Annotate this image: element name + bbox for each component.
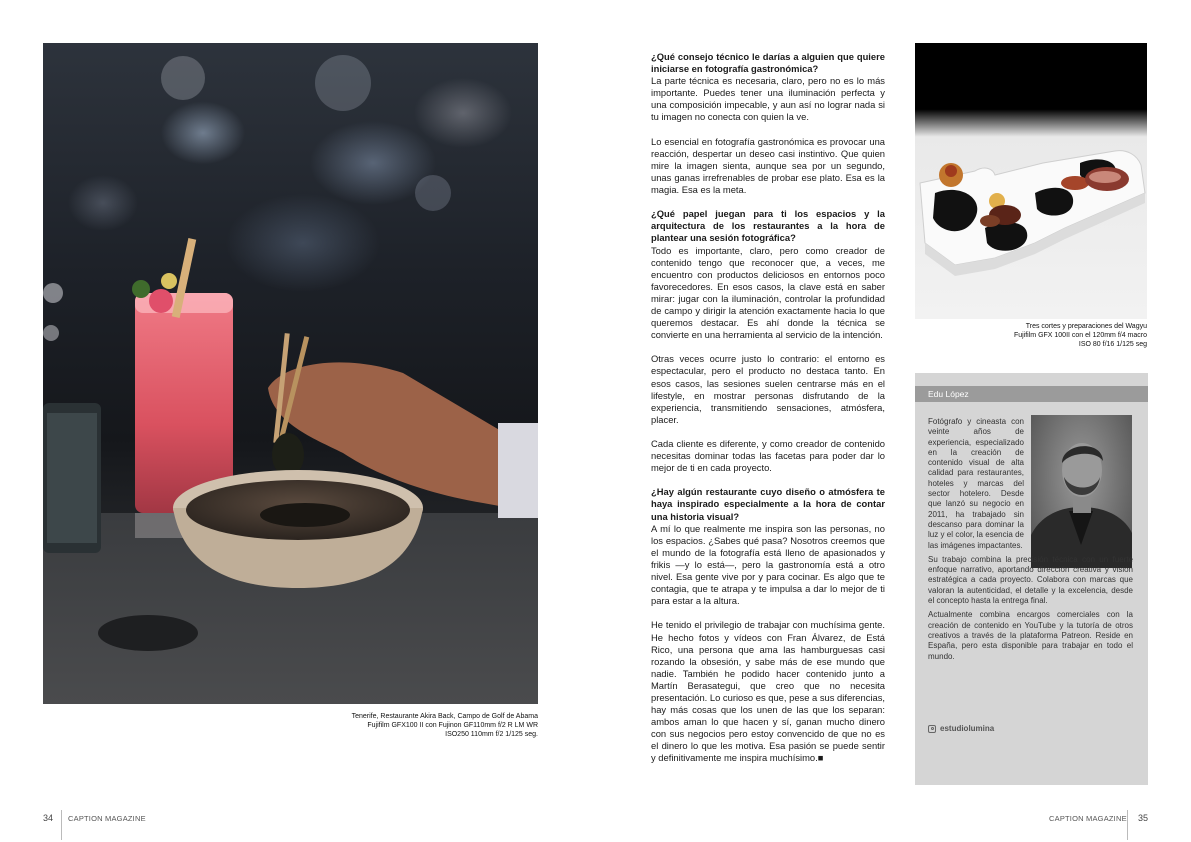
answer-paragraph: Todo es importante, claro, pero como creador de contenido tengo que reconocer que, a veces, me encuentro con productos deliciosos en entornos poco favorecedores. En esos casos, la clave está en saber mirar: jugar con la iluminación, controlar la profundidad de campo y dirigir la atención exactamente hacia lo que queremos destacar. Es ahí donde la técnica se convierte en una herramienta al servicio de la intención.: [651, 244, 885, 341]
main-photo-illustration: [43, 43, 538, 704]
social-link[interactable]: [928, 724, 994, 733]
answer-paragraph: Cada cliente es diferente, y como creador de contenido necesitas dominar todas las facetas para poder dar lo mejor de ti en cada proyecto.: [651, 438, 885, 474]
caption-line: Tenerife, Restaurante Akira Back, Campo de Golf de Abama: [351, 713, 538, 720]
bio-paragraph: Su trabajo combina la precisión técnica con un fuerte enfoque narrativo, aportando dirección creativa y visión estratégica a cada proyecto. Colabora con marcas que valoran la autenticidad, el detalle y la excelencia, desde el concepto hasta la entrega final.: [928, 554, 1133, 606]
answer-paragraph: La parte técnica es necesaria, claro, pero no es lo más importante. Puedes tener una iluminación perfecta y una composición impecable, y aun así no lograr nada si tu imagen no conecta con quien la ve.: [651, 75, 885, 123]
footer-magazine-name-right: CAPTION MAGAZINE: [1049, 814, 1127, 823]
wagyu-photo: [915, 43, 1147, 319]
answer-paragraph: Lo esencial en fotografía gastronómica es provocar una reacción, despertar un deseo casi instintivo. Que quien mire la imagen sienta, aunque sea por un segundo, unas ganas irrefrenables de probar ese plato. Esa es la magia. Esa es la meta.: [651, 135, 885, 196]
answer-paragraph: [651, 619, 885, 764]
answer-paragraph: A mí lo que realmente me inspira son las personas, no los espacios. ¿Sabes qué pasa? Nosotros creemos que el mundo de la fotografía está lleno de apasionados y frikis —y lo está—, pero la gastronomía está a otro nivel. Esa gente vive por y para cocinar. Es algo que te contagia, que te atrapa y te impulsa a dar lo mejor de ti para estar a la altura.: [651, 522, 885, 607]
author-bio-box: [915, 373, 1148, 785]
page-number-left: 34: [43, 813, 54, 823]
instagram-icon: [928, 725, 936, 733]
wagyu-photo-illustration: [915, 43, 1147, 319]
answer-text: He tenido el privilegio de trabajar con muchísima gente. He hecho fotos y vídeos con Fran Álvarez, de Está Rico, una persona que ama las hamburguesas casi rozando la obsesión, y sabe más de ese mundo que nadie. También he podido hacer contenido junto a Martín Berasategui, que creo que no necesita presentación. Lo curioso es que, pese a sus diferencias, hay más cosas que los unen de las que los separan: ambos aman lo que hacen y sí, ganan mucho dinero con sus negocios pero estoy convencido de que no es el dinero lo que les motiva. Esa pasión se puede sentir y definitivamente me inspira muchísimo.: [651, 619, 885, 764]
caption-line: Fujifilm GFX 100II con el 120mm f/4 macro: [1013, 332, 1147, 339]
question-heading: ¿Qué papel juegan para ti los espacios y la arquitectura de los restaurantes a la hora de plantear una sesión fotográfica?: [651, 208, 885, 244]
question-heading: ¿Qué consejo técnico le darías a alguien que quiere iniciarse en fotografía gastronómica?: [651, 51, 885, 75]
question-heading: ¿Hay algún restaurante cuyo diseño o atmósfera te haya inspirado especialmente a la hora de contar una historia visual?: [651, 486, 885, 522]
main-photo-cocktail-bowl: [43, 43, 538, 704]
caption-line: Tres cortes y preparaciones del Wagyu: [1025, 323, 1147, 330]
caption-line: ISO 80 f/16 1/125 seg: [1078, 341, 1147, 348]
end-mark: ■: [817, 752, 824, 764]
bio-text: [928, 417, 1133, 666]
footer-divider-left: [61, 810, 62, 840]
caption-line: Fujifilm GFX100 II con Fujinon GF110mm f/2 R LM WR: [367, 722, 538, 729]
page-number-right: 35: [1138, 813, 1149, 823]
interview-article: [651, 51, 885, 777]
answer-paragraph: Otras veces ocurre justo lo contrario: el entorno es espectacular, pero el producto no destaca tanto. En esos casos, las sesiones suelen centrarse más en el lifestyle, en mostrar personas disfrutando de la experiencia, transmitiendo sensaciones, atmósfera, placer.: [651, 353, 885, 425]
bio-paragraph: Fotógrafo y cineasta con veinte años de experiencia, especializado en la creación de contenido visual de alta calidad para restaurantes, hoteles y marcas del sector hotelero. Desde que lanzó su negocio en 2011, ha trabajado sin descanso para dominar la luz y el color, la esencia de las imágenes impactantes.: [928, 417, 1024, 550]
caption-line: ISO250 110mm f/2 1/125 seg.: [445, 731, 538, 738]
footer-magazine-name-left: CAPTION MAGAZINE: [68, 814, 146, 823]
bio-name: Edu López: [915, 386, 1148, 402]
social-handle: estudiolumina: [940, 724, 995, 733]
wagyu-photo-caption: [915, 322, 1147, 349]
footer-divider-right: [1127, 810, 1128, 840]
bio-paragraph: Actualmente combina encargos comerciales con la creación de contenido en YouTube y la tutoría de otros creativos a través de la plataforma Patreon. Reside en España, pero esta disponible para trabajar en todo el mundo.: [928, 610, 1133, 661]
main-photo-caption: [300, 712, 538, 739]
